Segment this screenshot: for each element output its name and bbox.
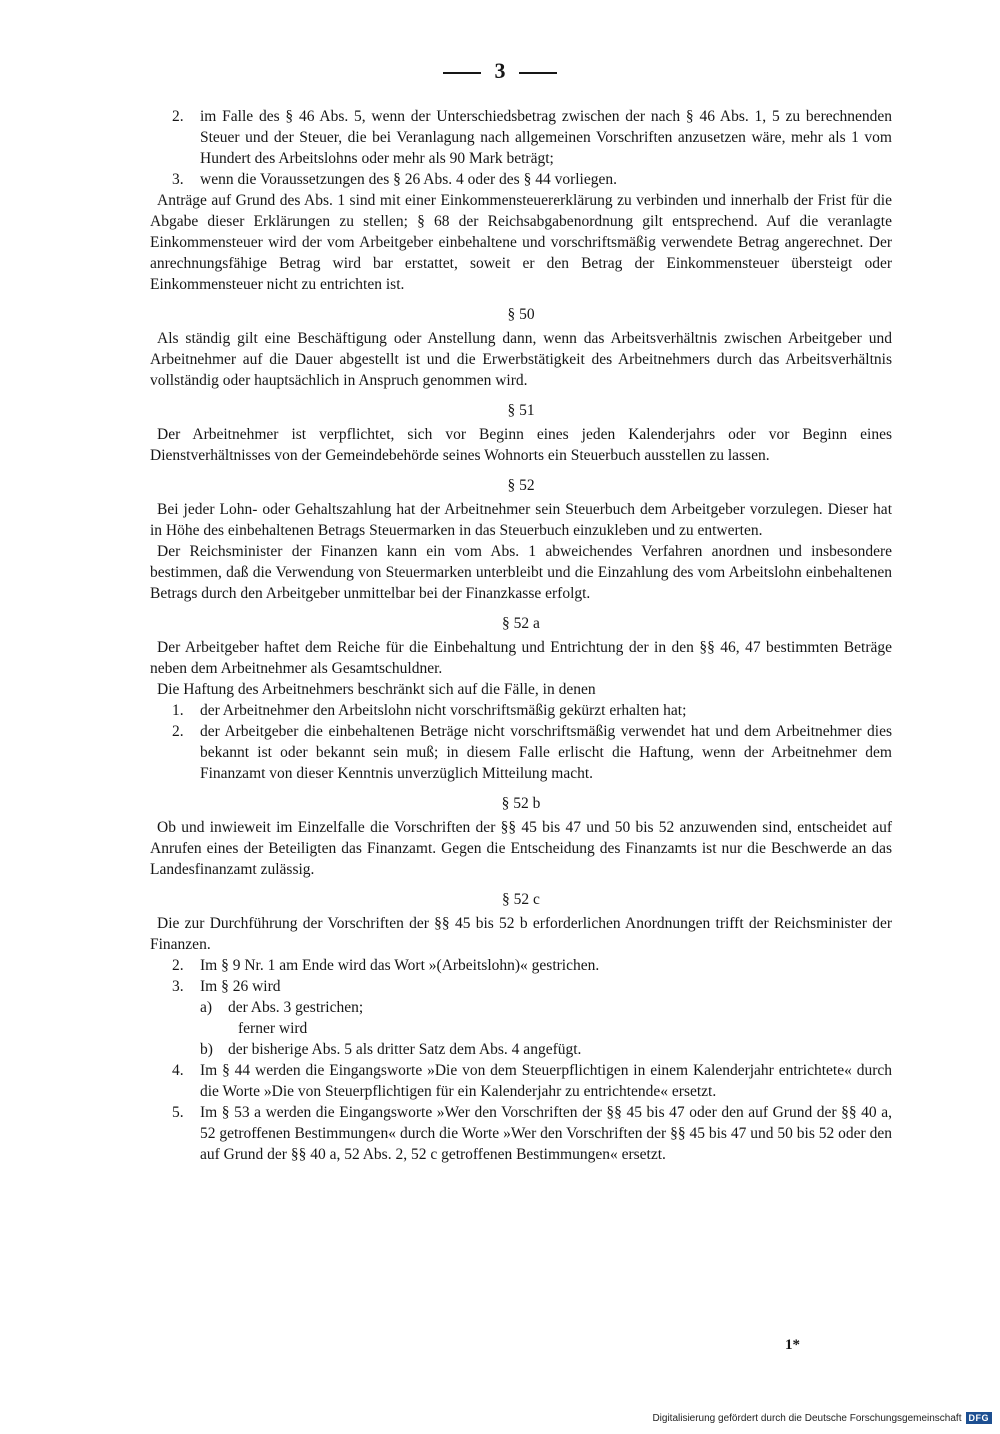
item-letter: b) <box>200 1041 213 1058</box>
paragraph: Der Arbeitnehmer ist verpflichtet, sich vor Beginn eines jeden Kalenderjahrs oder vor Beginn eines Dienstverhältnisses von der Gemeindebehörde seines Wohnorts ein Steuerbuch ausstellen zu lassen. <box>150 426 892 464</box>
credit-text: Digitalisierung gefördert durch die Deutsche Forschungsgemeinschaft <box>652 1412 962 1424</box>
item-text: der Arbeitgeber die einbehaltenen Beträge nicht vorschriftsmäßig verwendet hat und dem Arbeitnehmer dies bekannt ist oder bekannt sein muß; in diesem Falle erlischt die Haftung, wenn der Arbeitnehmer dem Finanzamt von dieser Kenntnis unverzüglich Mitteilung macht. <box>200 723 892 782</box>
item-number: 4. <box>172 1062 184 1079</box>
item-text: der bisherige Abs. 5 als dritter Satz dem Abs. 4 angefügt. <box>228 1041 582 1058</box>
paragraph: Die zur Durchführung der Vorschriften der §§ 45 bis 52 b erforderlichen Anordnungen trifft der Reichsminister der Finanzen. <box>150 915 892 953</box>
list-item <box>172 169 892 190</box>
paragraph: Als ständig gilt eine Beschäftigung oder Anstellung dann, wenn das Arbeitsverhältnis zwischen Arbeitgeber und Arbeitnehmer auf die Dauer abgestellt ist und die Erwerbstätigkeit des Arbeitnehmers durch das Arbeitsverhältnis vollständig oder hauptsächlich in Anspruch genommen wird. <box>150 330 892 389</box>
section-heading-52c: § 52 c <box>502 891 540 908</box>
item-number: 5. <box>172 1104 184 1121</box>
section-heading-51: § 51 <box>507 402 535 419</box>
item-text: Im § 44 werden die Eingangsworte »Die von dem Steuerpflichtigen in einem Kalenderjahr entrichtete« durch die Worte »Die von Steuerpflichtigen für ein Kalenderjahr zu entrichtende« ersetzt. <box>200 1062 892 1100</box>
paragraph: Anträge auf Grund des Abs. 1 sind mit einer Einkommensteuererklärung zu verbinden und innerhalb der Frist für die Abgabe dieser Erklärungen zu stellen; § 68 der Reichsabgabenordnung gilt entsprechend. Auf die veranlagte Einkommensteuer wird der vom Arbeitgeber einbehaltene und vorschriftsmäßig verwendete Betrag angerechnet. Der anrechnungsfähige Betrag wird bar erstattet, soweit er den Betrag der Einkommensteuer übersteigt oder Einkommensteuer nicht zu entrichten ist. <box>150 192 892 293</box>
section-heading-52: § 52 <box>507 477 535 494</box>
continuation-text: ferner wird <box>238 1020 308 1037</box>
item-text: der Arbeitnehmer den Arbeitslohn nicht vorschriftsmäßig gekürzt erhalten hat; <box>200 702 687 719</box>
item-letter: a) <box>200 999 213 1016</box>
item-number: 2. <box>172 957 184 974</box>
item-number: 3. <box>172 171 184 188</box>
item-text: Im § 26 wird <box>200 978 281 995</box>
dfg-logo: DFG <box>966 1412 993 1424</box>
list-item <box>172 1102 892 1165</box>
item-text: im Falle des § 46 Abs. 5, wenn der Unterschiedsbetrag zwischen der nach § 46 Abs. 1, 5 zu berechnenden Steuer und der Steuer, die bei Veranlagung nach allgemeinen Vorschriften anzusetzen wäre, mehr als 1 vom Hundert des Arbeitslohns oder mehr als 90 Mark beträgt; <box>200 108 892 167</box>
section-heading-52b: § 52 b <box>501 795 541 812</box>
paragraph: Ob und inwieweit im Einzelfalle die Vorschriften der §§ 45 bis 47 und 50 bis 52 anzuwenden sind, entscheidet auf Anrufen eines der Beteiligten das Finanzamt. Gegen die Entscheidung des Finanzamts ist nur die Beschwerde an das Landesfinanzamt zulässig. <box>150 819 892 878</box>
sub-list-item <box>200 1039 892 1060</box>
header-dash-right <box>519 72 557 74</box>
section-heading-52a: § 52 a <box>502 615 540 632</box>
paragraph: Die Haftung des Arbeitnehmers beschränkt sich auf die Fälle, in denen <box>157 681 596 698</box>
item-number: 3. <box>172 978 184 995</box>
item-text: der Abs. 3 gestrichen; <box>228 999 364 1016</box>
header-dash-left <box>443 72 481 74</box>
list-item <box>172 1060 892 1102</box>
document-body <box>150 106 892 1165</box>
item-text: Im § 53 a werden die Eingangsworte »Wer den Vorschriften der §§ 45 bis 47 oder den auf Grund der §§ 40 a, 52 getroffenen Bestimmungen« durch die Worte »Wer den Vorschriften der §§ 45 bis 47 und 50 bis 52 oder den auf Grund der §§ 40 a, 52 Abs. 2, 52 c getroffenen Bestimmungen« ersetzt. <box>200 1104 892 1163</box>
list-item <box>172 700 892 721</box>
list-item <box>172 106 892 169</box>
section-heading-50: § 50 <box>507 306 535 323</box>
item-number: 2. <box>172 108 184 125</box>
list-item <box>172 721 892 784</box>
item-text: wenn die Voraussetzungen des § 26 Abs. 4 oder des § 44 vorliegen. <box>200 171 617 188</box>
paragraph: Der Reichsminister der Finanzen kann ein vom Abs. 1 abweichendes Verfahren anordnen und insbesondere bestimmen, daß die Verwendung von Steuermarken unterbleibt und die Einzahlung des vom Arbeitslohn einbehaltenen Betrags durch den Arbeitgeber unmittelbar bei der Finanzkasse erfolgt. <box>150 543 892 602</box>
sub-list-item <box>200 997 892 1018</box>
page-header <box>0 58 1000 84</box>
item-number: 1. <box>172 702 184 719</box>
page-number: 3 <box>494 58 506 83</box>
item-number: 2. <box>172 723 184 740</box>
paragraph: Der Arbeitgeber haftet dem Reiche für die Einbehaltung und Entrichtung der in den §§ 46, 47 bestimmten Beträge neben dem Arbeitnehmer als Gesamtschuldner. <box>150 639 892 677</box>
signature-mark: 1* <box>785 1337 800 1353</box>
item-text: Im § 9 Nr. 1 am Ende wird das Wort »(Arbeitslohn)« gestrichen. <box>200 957 600 974</box>
digitization-credit <box>652 1412 992 1424</box>
list-item <box>172 955 892 976</box>
list-item <box>172 976 892 997</box>
paragraph: Bei jeder Lohn- oder Gehaltszahlung hat der Arbeitnehmer sein Steuerbuch dem Arbeitgeber vorzulegen. Dieser hat in Höhe des einbehaltenen Betrags Steuermarken in das Steuerbuch einzukleben und zu entwerten. <box>150 501 892 539</box>
